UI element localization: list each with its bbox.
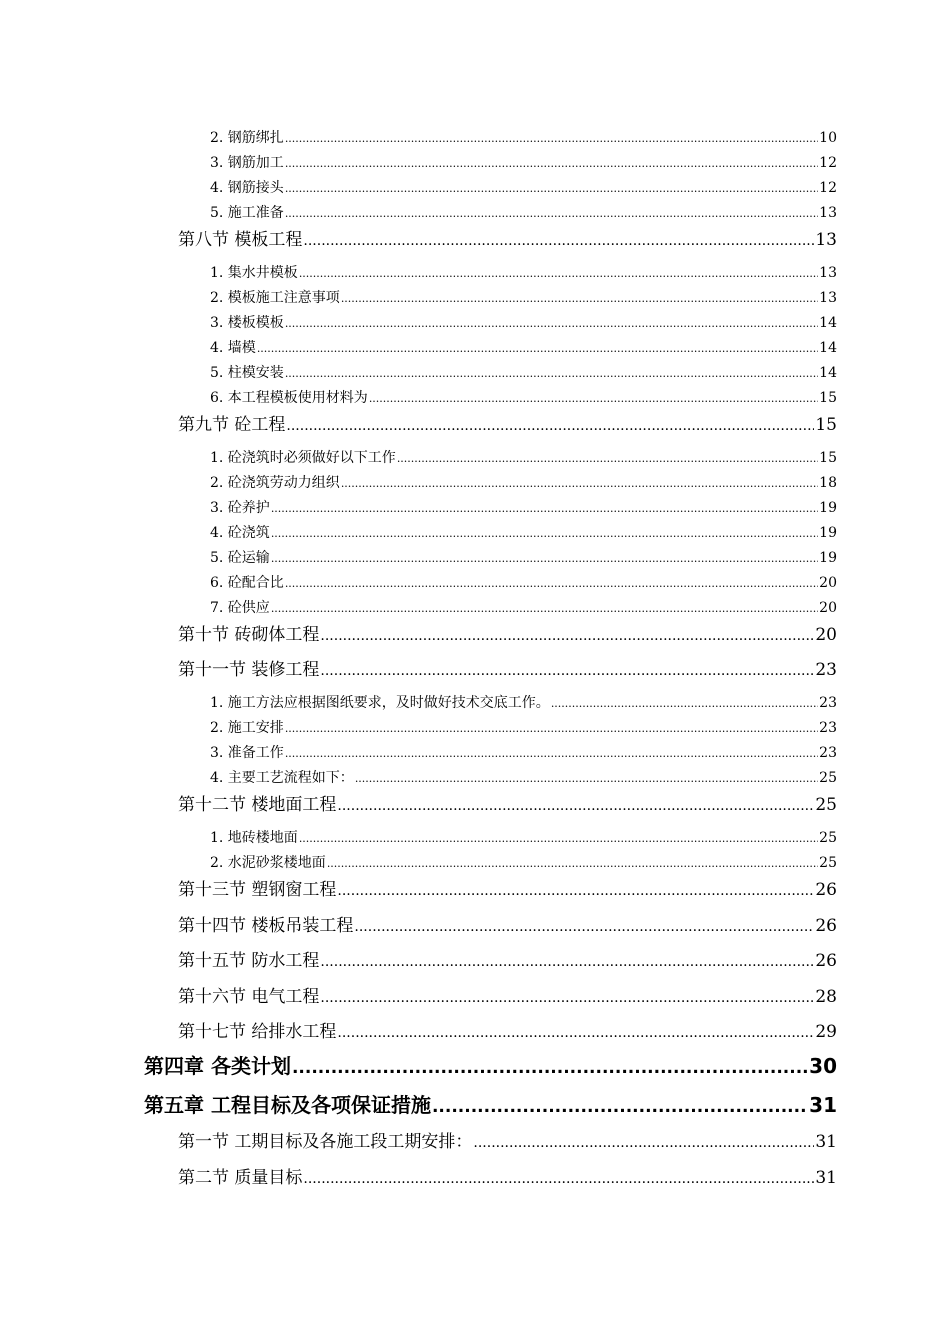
toc-entry[interactable] <box>178 620 837 644</box>
toc-entry[interactable] <box>178 875 837 899</box>
toc-entry-page: 23 <box>815 660 837 680</box>
toc-entry[interactable] <box>178 225 837 249</box>
toc-entry-title: 第四章 各类计划 <box>144 1054 291 1078</box>
toc-entry-page: 29 <box>815 1022 837 1042</box>
toc-entry[interactable] <box>178 1017 837 1041</box>
toc-entry[interactable] <box>210 127 837 147</box>
toc-entry[interactable] <box>178 982 837 1006</box>
toc-leader-dots <box>299 830 818 846</box>
toc-entry-page: 31 <box>809 1093 837 1117</box>
toc-entry-title: 3. 砼养护 <box>210 500 270 516</box>
toc-leader-dots <box>299 265 818 281</box>
toc-entry[interactable] <box>210 387 837 407</box>
toc-entry-title: 第十六节 电气工程 <box>178 987 320 1007</box>
toc-leader-dots <box>285 720 818 736</box>
toc-leader-dots <box>320 660 814 680</box>
toc-entry[interactable] <box>210 447 837 467</box>
toc-leader-dots <box>285 575 818 591</box>
toc-leader-dots <box>432 1093 808 1117</box>
toc-entry-page: 19 <box>819 525 837 541</box>
toc-entry[interactable] <box>210 547 837 567</box>
toc-entry-page: 25 <box>815 795 837 815</box>
toc-entry[interactable] <box>178 655 837 679</box>
toc-entry-page: 15 <box>815 415 837 435</box>
toc-entry-page: 31 <box>815 1132 837 1152</box>
toc-leader-dots <box>320 625 814 645</box>
toc-entry-title: 5. 柱模安装 <box>210 365 284 381</box>
toc-entry-page: 20 <box>819 600 837 616</box>
toc-entry-page: 10 <box>819 130 837 146</box>
toc-leader-dots <box>320 987 814 1007</box>
toc-entry[interactable] <box>210 362 837 382</box>
toc-entry-title: 3. 钢筋加工 <box>210 155 284 171</box>
toc-entry[interactable] <box>210 717 837 737</box>
toc-leader-dots <box>257 340 818 356</box>
toc-entry[interactable] <box>178 1163 837 1187</box>
toc-leader-dots <box>320 951 814 971</box>
toc-entry-title: 3. 楼板模板 <box>210 315 284 331</box>
toc-entry-page: 25 <box>819 770 837 786</box>
toc-entry[interactable] <box>210 692 837 712</box>
toc-entry-page: 14 <box>819 315 837 331</box>
toc-leader-dots <box>341 475 818 491</box>
toc-leader-dots <box>337 880 814 900</box>
toc-entry-title: 6. 本工程模板使用材料为 <box>210 390 368 406</box>
toc-entry[interactable] <box>178 911 837 935</box>
toc-entry-title: 第五章 工程目标及各项保证措施 <box>144 1093 431 1117</box>
toc-entry-title: 4. 主要工艺流程如下： <box>210 770 354 786</box>
toc-entry-page: 23 <box>819 695 837 711</box>
toc-entry-title: 1. 集水井模板 <box>210 265 298 281</box>
toc-entry[interactable] <box>210 152 837 172</box>
toc-leader-dots <box>285 180 818 196</box>
toc-entry-title: 2. 钢筋绑扎 <box>210 130 284 146</box>
toc-entry-page: 19 <box>819 550 837 566</box>
toc-entry[interactable] <box>210 177 837 197</box>
toc-leader-dots <box>341 290 818 306</box>
toc-entry[interactable] <box>210 472 837 492</box>
toc-entry-title: 1. 砼浇筑时必须做好以下工作 <box>210 450 396 466</box>
toc-entry-page: 13 <box>819 290 837 306</box>
toc-entry-page: 13 <box>815 230 837 250</box>
toc-entry[interactable] <box>178 1127 837 1151</box>
toc-entry-title: 2. 砼浇筑劳动力组织 <box>210 475 340 491</box>
toc-leader-dots <box>369 390 818 406</box>
toc-leader-dots <box>271 600 818 616</box>
toc-entry-page: 30 <box>809 1054 837 1078</box>
toc-entry[interactable] <box>210 287 837 307</box>
toc-entry-title: 4. 墙模 <box>210 340 256 356</box>
toc-leader-dots <box>285 155 818 171</box>
toc-entry[interactable] <box>144 1089 837 1117</box>
toc-leader-dots <box>285 745 818 761</box>
toc-entry-title: 4. 钢筋接头 <box>210 180 284 196</box>
toc-leader-dots <box>271 500 818 516</box>
toc-leader-dots <box>355 770 818 786</box>
toc-entry-page: 19 <box>819 500 837 516</box>
toc-entry-title: 5. 施工准备 <box>210 205 284 221</box>
toc-leader-dots <box>285 130 818 146</box>
toc-entry-title: 第十三节 塑钢窗工程 <box>178 880 337 900</box>
toc-entry[interactable] <box>178 946 837 970</box>
toc-entry[interactable] <box>210 202 837 222</box>
toc-entry-page: 18 <box>819 475 837 491</box>
toc-entry-title: 第八节 模板工程 <box>178 230 303 250</box>
toc-entry-title: 2. 施工安排 <box>210 720 284 736</box>
toc-entry-page: 15 <box>819 450 837 466</box>
toc-entry-title: 第二节 质量目标 <box>178 1168 303 1188</box>
toc-leader-dots <box>303 1168 814 1188</box>
toc-entry-page: 26 <box>815 916 837 936</box>
toc-entry[interactable] <box>210 312 837 332</box>
toc-leader-dots <box>303 230 814 250</box>
toc-entry-title: 第一节 工期目标及各施工段工期安排： <box>178 1132 473 1152</box>
toc-entry[interactable] <box>178 790 837 814</box>
toc-entry-title: 第九节 砼工程 <box>178 415 286 435</box>
toc-entry-title: 第十五节 防水工程 <box>178 951 320 971</box>
toc-leader-dots <box>285 205 818 221</box>
toc-entry[interactable] <box>210 572 837 592</box>
toc-entry-page: 12 <box>819 180 837 196</box>
toc-leader-dots <box>292 1054 808 1078</box>
toc-entry-title: 1. 施工方法应根据图纸要求，及时做好技术交底工作。 <box>210 695 550 711</box>
toc-leader-dots <box>271 550 818 566</box>
toc-entry-title: 第十节 砖砌体工程 <box>178 625 320 645</box>
toc-leader-dots <box>286 415 814 435</box>
toc-leader-dots <box>473 1132 814 1152</box>
toc-leader-dots <box>271 525 818 541</box>
toc-entry[interactable] <box>210 497 837 517</box>
toc-entry[interactable] <box>210 742 837 762</box>
toc-entry-page: 25 <box>819 855 837 871</box>
toc-entry-title: 6. 砼配合比 <box>210 575 284 591</box>
toc-entry-page: 12 <box>819 155 837 171</box>
toc-entry-title: 3. 准备工作 <box>210 745 284 761</box>
toc-entry-title: 5. 砼运输 <box>210 550 270 566</box>
toc-entry[interactable] <box>210 522 837 542</box>
toc-leader-dots <box>397 450 818 466</box>
toc-entry[interactable] <box>210 597 837 617</box>
toc-entry-page: 13 <box>819 205 837 221</box>
toc-entry-page: 13 <box>819 265 837 281</box>
toc-leader-dots <box>551 695 818 711</box>
toc-entry-title: 第十二节 楼地面工程 <box>178 795 337 815</box>
toc-leader-dots <box>354 916 814 936</box>
toc-entry-title: 2. 水泥砂浆楼地面 <box>210 855 326 871</box>
toc-entry-title: 7. 砼供应 <box>210 600 270 616</box>
toc-entry[interactable] <box>144 1050 837 1078</box>
toc-entry-page: 14 <box>819 340 837 356</box>
toc-entry-page: 23 <box>819 745 837 761</box>
toc-entry-page: 25 <box>819 830 837 846</box>
toc-leader-dots <box>285 365 818 381</box>
toc-leader-dots <box>337 1022 814 1042</box>
toc-entry-page: 26 <box>815 880 837 900</box>
toc-entry[interactable] <box>210 337 837 357</box>
toc-entry[interactable] <box>210 767 837 787</box>
toc-entry-page: 23 <box>819 720 837 736</box>
toc-leader-dots <box>285 315 818 331</box>
toc-entry-page: 14 <box>819 365 837 381</box>
toc-entry-page: 20 <box>819 575 837 591</box>
toc-entry-page: 15 <box>819 390 837 406</box>
toc-entry-title: 第十四节 楼板吊装工程 <box>178 916 354 936</box>
toc-entry-page: 26 <box>815 951 837 971</box>
toc-entry-page: 28 <box>815 987 837 1007</box>
toc-entry-title: 第十一节 装修工程 <box>178 660 320 680</box>
toc-entry-page: 20 <box>815 625 837 645</box>
toc-entry[interactable] <box>210 262 837 282</box>
toc-entry[interactable] <box>210 827 837 847</box>
toc-entry-title: 1. 地砖楼地面 <box>210 830 298 846</box>
toc-leader-dots <box>327 855 818 871</box>
toc-entry[interactable] <box>210 852 837 872</box>
toc-entry-title: 2. 模板施工注意事项 <box>210 290 340 306</box>
toc-entry-title: 第十七节 给排水工程 <box>178 1022 337 1042</box>
toc-entry-title: 4. 砼浇筑 <box>210 525 270 541</box>
toc-entry[interactable] <box>178 410 837 434</box>
toc-entry-page: 31 <box>815 1168 837 1188</box>
toc-leader-dots <box>337 795 814 815</box>
